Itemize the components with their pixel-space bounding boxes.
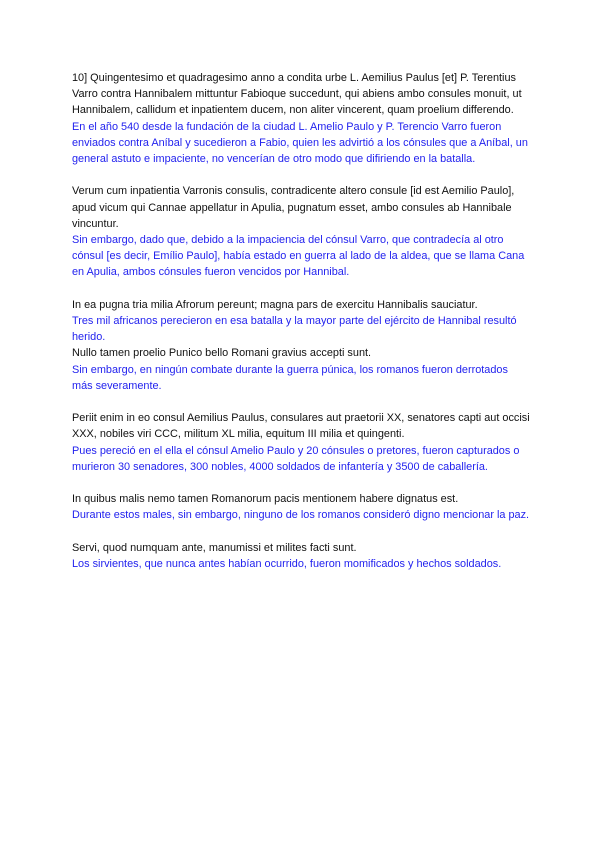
spanish-translation: Los sirvientes, que nunca antes habían ocurrido, fueron momificados y hechos soldados. <box>72 558 502 571</box>
paragraph-3 <box>72 297 530 394</box>
paragraph-2 <box>72 183 530 280</box>
spanish-translation: Sin embargo, dado que, debido a la impaciencia del cónsul Varro, que contradecía al otro cónsul [es decir, Emílio Paulo], había estado en guerra al lado de la aldea, que se llama Cana en Apulia, ambos cónsules fueron vencidos por Hannibal. <box>72 234 525 279</box>
latin-text: Servi, quod numquam ante, manumissi et milites facti sunt. <box>72 541 357 554</box>
document-page <box>72 70 530 588</box>
latin-text: Periit enim in eo consul Aemilius Paulus, consulares aut praetorii XX, senatores capti aut occisi XXX, nobiles viri CCC, militum XL milia, equitum III milia et quingenti. <box>72 412 530 441</box>
latin-text: Verum cum inpatientia Varronis consulis, contradicente altero consule [id est Aemilio Paulo], apud vicum qui Cannae appellatur in Apulia, pugnatum esset, ambo consules ab Hannibale vincuntur. <box>72 185 515 230</box>
spanish-translation: Pues pereció en el ella el cónsul Amelio Paulo y 20 cónsules o pretores, fueron capturados o murieron 30 senadores, 300 nobles, 4000 soldados de infantería y 3500 de caballería. <box>72 444 520 473</box>
spanish-translation: En el año 540 desde la fundación de la ciudad L. Amelio Paulo y P. Terencio Varro fueron enviados contra Aníbal y sucedieron a Fabio, quien les advirtió a los cónsules que a Aníbal, un general astuto e impaciente, no vencerían de otro modo que difiriendo en la batalla. <box>72 120 528 166</box>
latin-text: Nullo tamen proelio Punico bello Romani gravius accepti sunt. <box>72 347 372 360</box>
paragraph-6 <box>72 540 530 572</box>
paragraph-1 <box>72 70 530 167</box>
latin-text: In quibus malis nemo tamen Romanorum pacis mentionem habere dignatus est. <box>72 493 459 506</box>
latin-text: In ea pugna tria milia Afrorum pereunt; magna pars de exercitu Hannibalis sauciatur. <box>72 298 478 311</box>
paragraph-4 <box>72 410 530 475</box>
spanish-translation: Sin embargo, en ningún combate durante la guerra púnica, los romanos fueron derrotados más severamente. <box>72 363 508 392</box>
latin-text: 10] Quingentesimo et quadragesimo anno a condita urbe L. Aemilius Paulus [et] P. Terentius Varro contra Hannibalem mittuntur Fabioque succedunt, qui abiens ambo consules monuit, ut Hannibalem, callidum et inpatientem ducem, non aliter vincerent, quam proelium differendo. <box>72 72 522 117</box>
spanish-translation: Durante estos males, sin embargo, ninguno de los romanos consideró digno mencionar la paz. <box>72 509 530 522</box>
spanish-translation: Tres mil africanos perecieron en esa batalla y la mayor parte del ejército de Hannibal resultó herido. <box>72 315 517 344</box>
paragraph-5 <box>72 491 530 523</box>
